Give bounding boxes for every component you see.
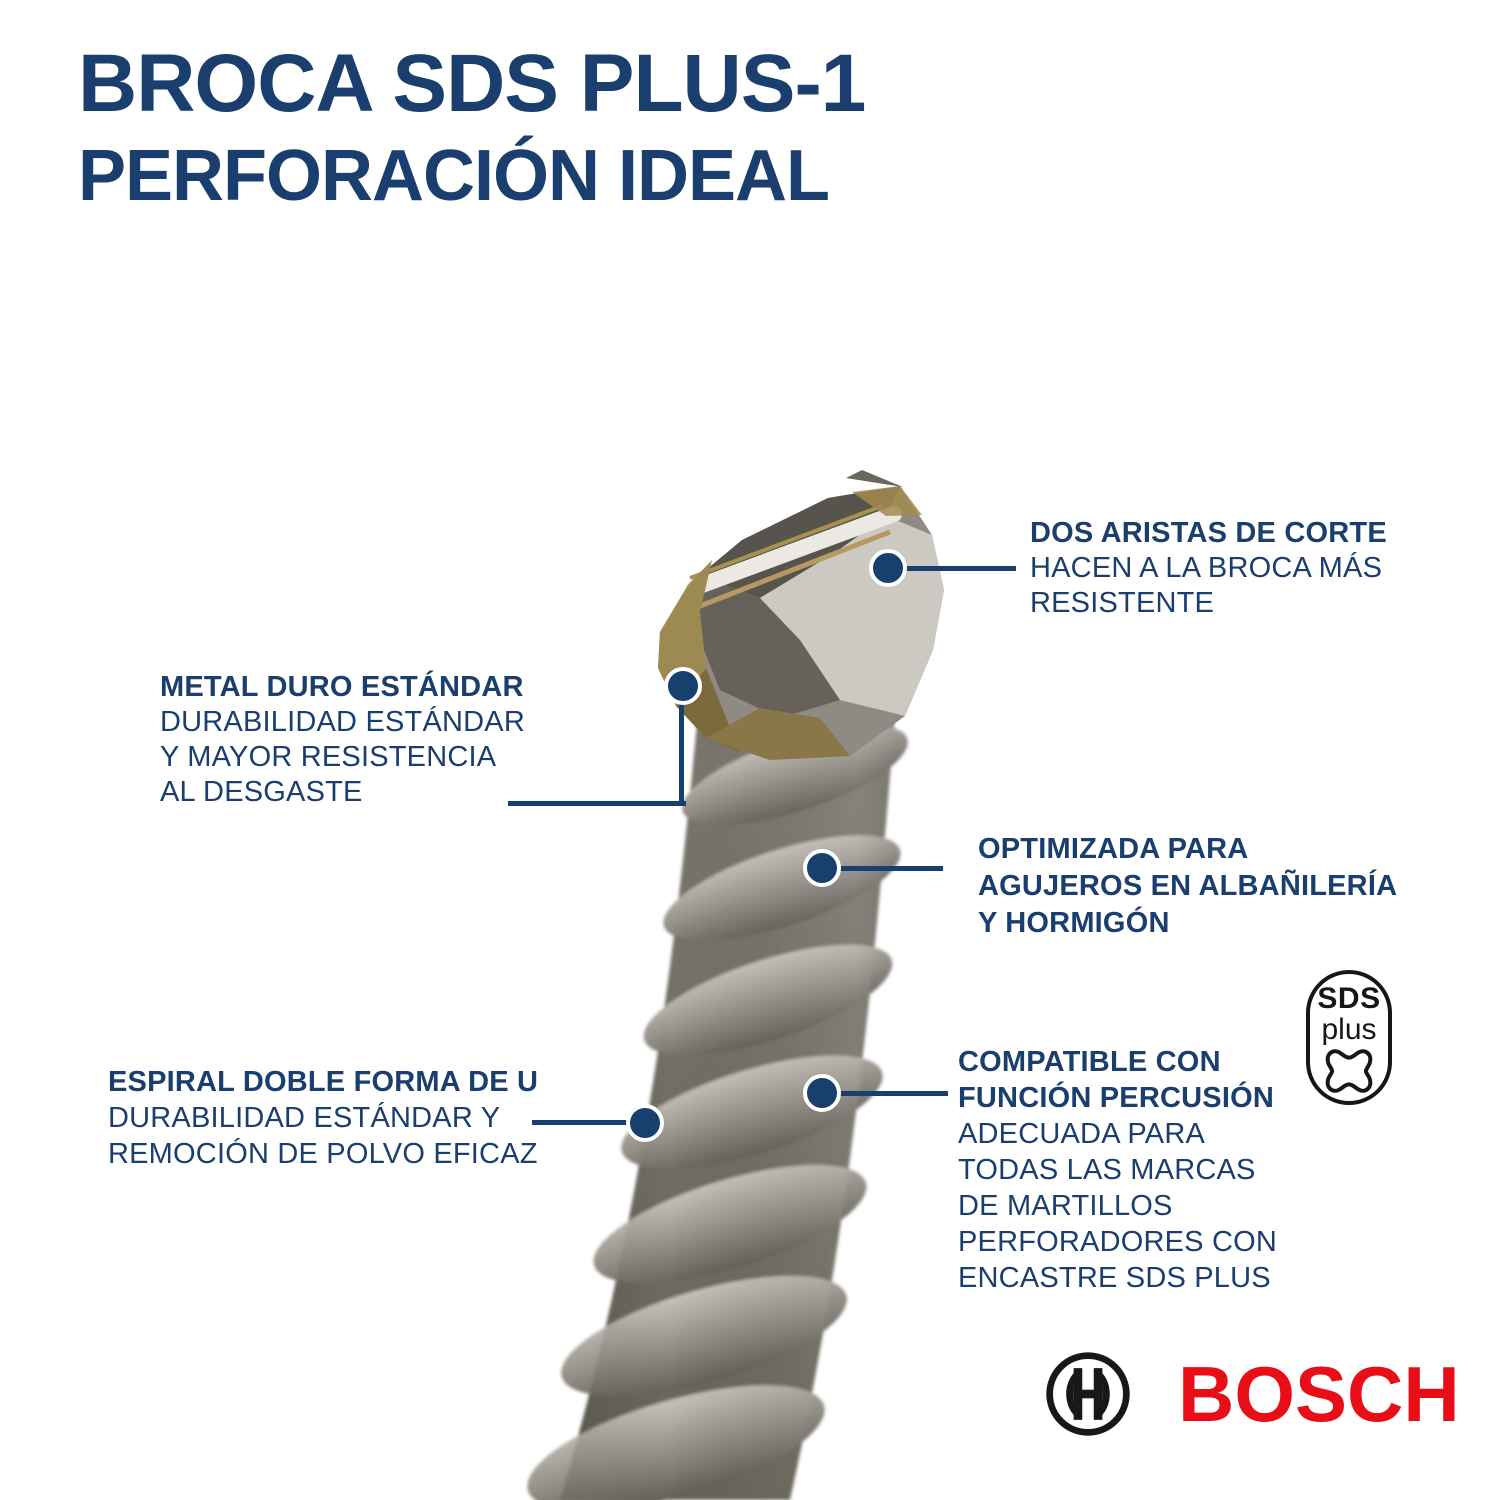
callout-body-line: HACEN A LA BROCA MÁS — [1030, 552, 1383, 584]
sds-badge-text: SDS — [1317, 982, 1381, 1015]
callout-espiral — [108, 1064, 538, 1172]
callout-title: ESPIRAL DOBLE FORMA DE U — [108, 1066, 539, 1098]
callout-body-line: TODAS LAS MARCAS — [958, 1154, 1256, 1186]
callout-title: FUNCIÓN PERCUSIÓN — [958, 1082, 1274, 1114]
bosch-armature-icon — [1042, 1348, 1134, 1440]
callout-title: DOS ARISTAS DE CORTE — [1030, 517, 1387, 549]
callout-dot-espiral — [626, 1104, 664, 1142]
connector-line-dos-aristas — [888, 566, 1016, 571]
sds-badge-text: plus — [1321, 1013, 1377, 1046]
callout-dot-optimizada — [803, 849, 841, 887]
page-header — [78, 38, 865, 216]
callout-title: OPTIMIZADA PARA — [978, 833, 1249, 865]
page-title: BROCA SDS PLUS-1 — [78, 38, 866, 129]
callout-metal-duro — [160, 670, 525, 810]
callout-body-line: AL DESGASTE — [160, 776, 363, 808]
callout-body-line: REMOCIÓN DE POLVO EFICAZ — [108, 1138, 538, 1170]
callout-dos-aristas — [1030, 516, 1387, 621]
callout-title: COMPATIBLE CON — [958, 1046, 1221, 1078]
drill-carbide-tip — [658, 470, 944, 760]
callout-dot-metal-duro — [664, 667, 702, 705]
callout-body-line: PERFORADORES CON — [958, 1226, 1278, 1258]
callout-compatible — [958, 1044, 1277, 1296]
bosch-wordmark: BOSCH — [1178, 1350, 1460, 1438]
sds-plus-badge — [1306, 970, 1392, 1105]
page-subtitle: PERFORACIÓN IDEAL — [78, 136, 830, 216]
bosch-logo — [1042, 1348, 1460, 1440]
callout-body-line: Y MAYOR RESISTENCIA — [160, 741, 497, 773]
callout-body-line: DURABILIDAD ESTÁNDAR — [160, 706, 525, 738]
callout-title: AGUJEROS EN ALBAÑILERÍA — [978, 870, 1398, 902]
callout-body-line: DE MARTILLOS — [958, 1190, 1173, 1222]
sds-plus-cross-icon — [1322, 1047, 1376, 1095]
callout-body-line: RESISTENTE — [1030, 587, 1215, 619]
callout-body-line: ADECUADA PARA — [958, 1118, 1206, 1150]
callout-body-line: ENCASTRE SDS PLUS — [958, 1262, 1271, 1294]
callout-title: METAL DURO ESTÁNDAR — [160, 671, 524, 703]
callout-body-line: DURABILIDAD ESTÁNDAR Y — [108, 1102, 501, 1134]
callout-title: Y HORMIGÓN — [978, 907, 1170, 939]
connector-line-metal-duro — [508, 801, 686, 806]
callout-dot-dos-aristas — [869, 549, 907, 587]
callout-optimizada — [978, 831, 1397, 942]
callout-dot-compatible — [803, 1074, 841, 1112]
